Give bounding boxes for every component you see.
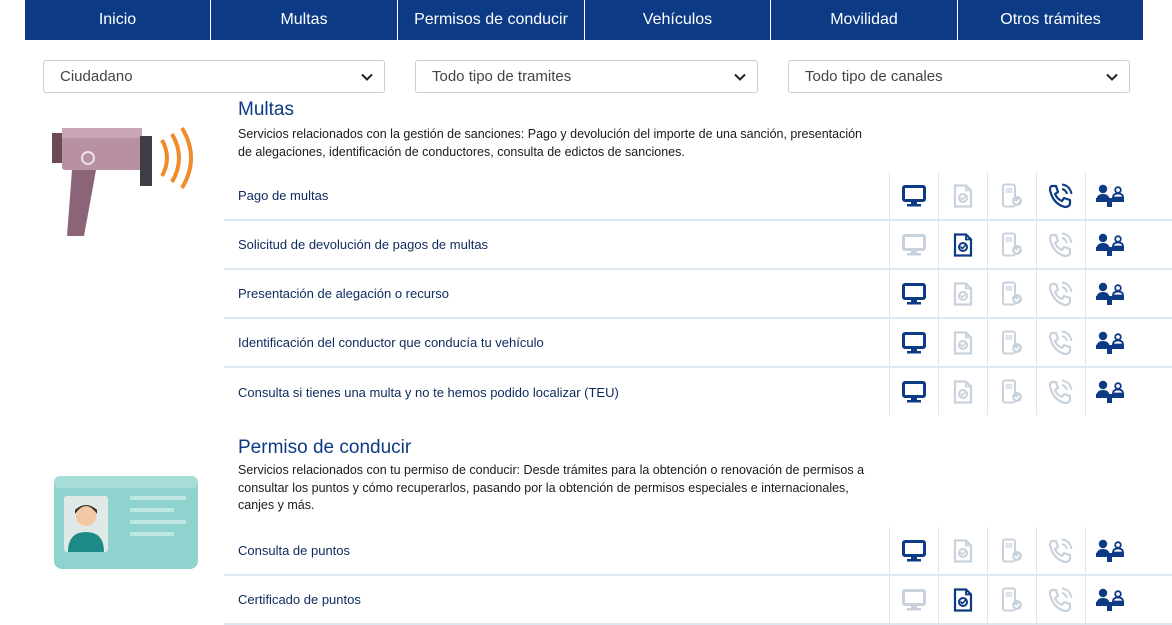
- monitor-icon[interactable]: [889, 172, 938, 219]
- table-row: [224, 527, 1172, 576]
- service-link[interactable]: Solicitud de devolución de pagos de multas: [238, 237, 489, 252]
- audience-select-value: Ciudadano: [60, 68, 133, 85]
- service-link[interactable]: Pago de multas: [238, 188, 329, 203]
- mobile-icon: [987, 270, 1036, 317]
- nav-item-movilidad[interactable]: Movilidad: [771, 0, 958, 40]
- channel-cells: [889, 368, 1134, 415]
- table-row: [224, 576, 1172, 625]
- phone-icon: [1036, 527, 1085, 574]
- phone-icon[interactable]: [1036, 172, 1085, 219]
- monitor-icon[interactable]: [889, 319, 938, 366]
- channel-cells: [889, 576, 1134, 623]
- in-person-icon[interactable]: [1085, 172, 1134, 219]
- in-person-icon[interactable]: [1085, 368, 1134, 415]
- channel-select[interactable]: [788, 60, 1130, 93]
- table-row: [224, 172, 1172, 221]
- section-description-multas: Servicios relacionados con la gestión de sanciones: Pago y devolución del importe de una sanción, presentación de alegaciones, identificación de conductores, consulta de edictos de sanciones.: [238, 127, 862, 159]
- monitor-icon: [889, 221, 938, 268]
- phone-icon: [1036, 576, 1085, 623]
- phone-icon: [1036, 319, 1085, 366]
- main-nav: [25, 0, 1143, 40]
- mobile-icon: [987, 576, 1036, 623]
- service-link[interactable]: Certificado de puntos: [238, 592, 361, 607]
- channel-select-value: Todo tipo de canales: [805, 68, 943, 85]
- document-icon: [938, 319, 987, 366]
- chevron-down-icon: [733, 70, 747, 84]
- in-person-icon[interactable]: [1085, 270, 1134, 317]
- document-icon[interactable]: [938, 221, 987, 268]
- monitor-icon: [889, 576, 938, 623]
- mobile-icon: [987, 221, 1036, 268]
- audience-select[interactable]: [43, 60, 385, 93]
- channel-cells: [889, 527, 1134, 574]
- channel-cells: [889, 221, 1134, 268]
- document-icon: [938, 172, 987, 219]
- document-icon[interactable]: [938, 576, 987, 623]
- phone-icon: [1036, 221, 1085, 268]
- service-link[interactable]: Identificación del conductor que conducía tu vehículo: [238, 335, 544, 350]
- nav-item-inicio[interactable]: Inicio: [25, 0, 211, 40]
- table-row: [224, 270, 1172, 319]
- section-title-permiso: Permiso de conducir: [238, 437, 412, 458]
- section-description-permiso: Servicios relacionados con tu permiso de conducir: Desde trámites para la obtención o renovación de permisos a consultar los puntos y cómo recuperarlos, pasando por la obtención de permisos especiales e internacionales, canjes y más.: [238, 463, 865, 512]
- in-person-icon[interactable]: [1085, 221, 1134, 268]
- section-title-multas: Multas: [238, 99, 294, 120]
- chevron-down-icon: [360, 70, 374, 84]
- mobile-icon: [987, 172, 1036, 219]
- in-person-icon[interactable]: [1085, 527, 1134, 574]
- monitor-icon[interactable]: [889, 527, 938, 574]
- mobile-icon: [987, 319, 1036, 366]
- nav-item-otros-tramites[interactable]: Otros trámites: [1000, 11, 1101, 28]
- service-link[interactable]: Consulta de puntos: [238, 543, 351, 558]
- service-link[interactable]: Presentación de alegación o recurso: [238, 286, 450, 301]
- in-person-icon[interactable]: [1085, 319, 1134, 366]
- nav-item-vehiculos[interactable]: Vehículos: [585, 0, 771, 40]
- in-person-icon[interactable]: [1085, 576, 1134, 623]
- channel-cells: [889, 319, 1134, 366]
- type-select-value: Todo tipo de tramites: [432, 68, 572, 85]
- table-row: [224, 221, 1172, 270]
- document-icon: [938, 368, 987, 415]
- chevron-down-icon: [1105, 70, 1119, 84]
- phone-icon: [1036, 368, 1085, 415]
- monitor-icon[interactable]: [889, 270, 938, 317]
- table-row: [224, 319, 1172, 368]
- nav-item-permisos[interactable]: Permisos de conducir: [398, 0, 585, 40]
- nav-item-multas[interactable]: Multas: [211, 0, 398, 40]
- service-link[interactable]: Consulta si tienes una multa y no te hemos podido localizar (TEU): [238, 385, 619, 400]
- monitor-icon[interactable]: [889, 368, 938, 415]
- mobile-icon: [987, 368, 1036, 415]
- type-select[interactable]: [415, 60, 758, 93]
- phone-icon: [1036, 270, 1085, 317]
- mobile-icon: [987, 527, 1036, 574]
- document-icon: [938, 527, 987, 574]
- channel-cells: [889, 172, 1134, 219]
- table-row: [224, 368, 1172, 417]
- speed-radar-illustration: [50, 118, 210, 240]
- driving-license-illustration: [54, 476, 198, 569]
- channel-cells: [889, 270, 1134, 317]
- document-icon: [938, 270, 987, 317]
